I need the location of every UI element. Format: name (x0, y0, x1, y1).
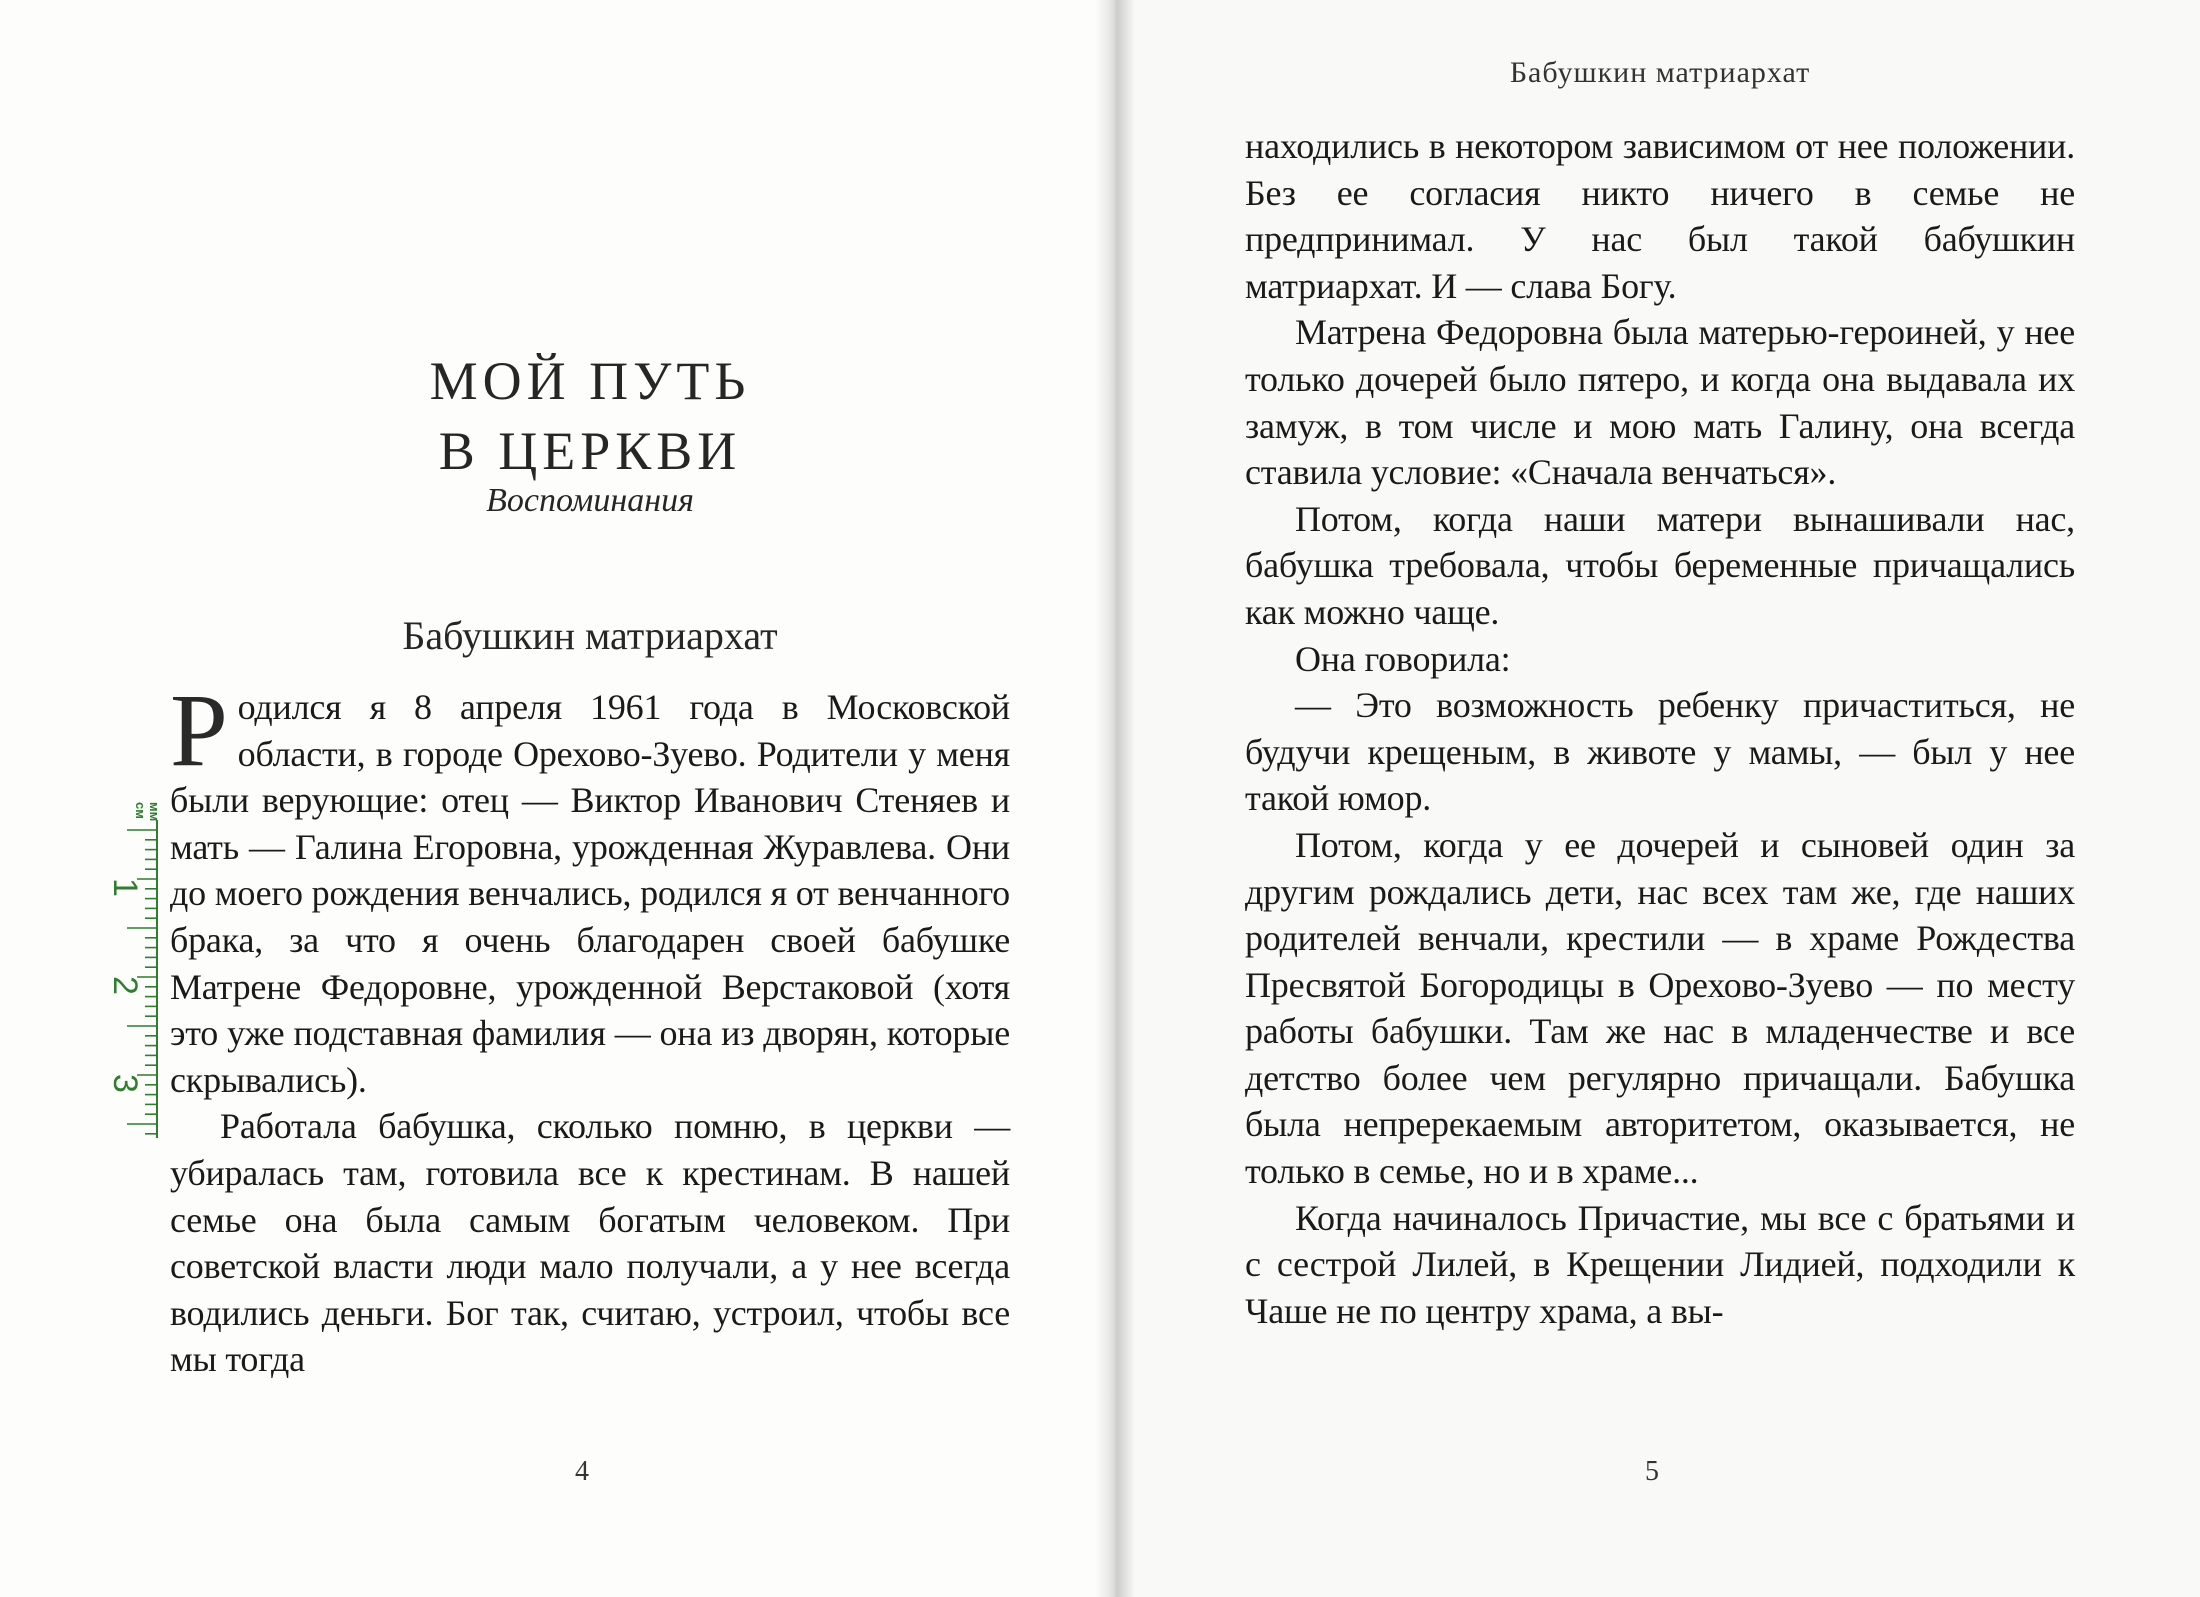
paragraph: Работала бабушка, сколько помню, в церкви — убиралась там, готовила все к крестинам. В нашей семье она была самым богатым человеком. При советской власти люди мало получали, а у нее всегда водились деньги. Бог так, считаю, устроил, чтобы все мы тогда (170, 1106, 1010, 1380)
book-title-line-1: МОЙ ПУТЬ (429, 351, 751, 411)
drop-cap: Р (170, 673, 228, 788)
running-head: Бабушкин матриархат (1509, 56, 1811, 89)
paragraph: Матрена Федоровна была матерью-героиней, у нее только дочерей было пятеро, и когда она выдавала их замуж, в том числе и мою мать Галину, она всегда ставила условие: «Сначала венчаться». (1245, 312, 2075, 493)
ruler-unit-mm: мм (147, 802, 162, 822)
book-subtitle: Воспоминания (486, 482, 694, 519)
paragraph: находились в некотором зависимом от нее положении. Без ее согласия никто ничего в семье не предпринимал. У нас был такой бабушкин матриархат. И — слава Богу. (1245, 126, 2075, 306)
paragraph: Потом, когда у ее дочерей и сыновей один за другим рождались дети, нас всех там же, где наших родителей венчали, крестили — в храме Рождества Пресвятой Богородицы в Орехово-Зуево — по месту работы бабушки. Там же нас в младенчестве и все детство более чем регулярно причащали. Бабушка была непререкаемым авторитетом, оказывается, не только в семье, но и в храме... (1245, 824, 2075, 1192)
ruler-label-3: 3 (106, 1074, 144, 1093)
paragraph-text: одился я 8 апреля 1961 года в Московской области, в городе Орехово-Зуево. Родители у меня были верующие: отец — Виктор Иванович Стеняев и мать — Галина Егоровна, урожденная Журавлева. Они до моего рождения венчались, родился я от венчанного брака, за что я очень благодарен своей бабушке Матрене Федоровне, урожденной Верстаковой (хотя это уже подставная фамилия — она из дворян, которые скрывались). (170, 687, 1010, 1100)
book-title (170, 346, 1010, 486)
scale-ruler (100, 790, 162, 1140)
section-title: Бабушкин матриархат (402, 613, 778, 658)
paragraph: Когда начиналось Причастие, мы все с братьями и с сестрой Лилей, в Крещении Лидией, подходили к Чаше не по центру храма, а вы- (1245, 1197, 2075, 1331)
paragraph: Она говорила: (1295, 638, 1511, 679)
page-number-left: 4 (575, 1456, 589, 1487)
paragraph (170, 673, 1010, 1103)
right-page-text (1245, 123, 2075, 1334)
ruler-label-1: 1 (106, 878, 144, 897)
book-title-line-2: В ЦЕРКВИ (438, 421, 742, 481)
paragraph: — Это возможность ребенку причаститься, не будучи крещеным, в животе у мамы, — был у нее такой юмор. (1245, 685, 2075, 819)
paragraph: Потом, когда наши матери вынашивали нас, бабушка требовала, чтобы беременные причащались как можно чаще. (1245, 498, 2075, 632)
left-page-text (170, 673, 1010, 1383)
book-gutter (1095, 0, 1135, 1597)
ruler-label-2: 2 (106, 976, 144, 995)
ruler-unit-cm: см (133, 802, 148, 819)
page-number-right: 5 (1645, 1456, 1659, 1487)
